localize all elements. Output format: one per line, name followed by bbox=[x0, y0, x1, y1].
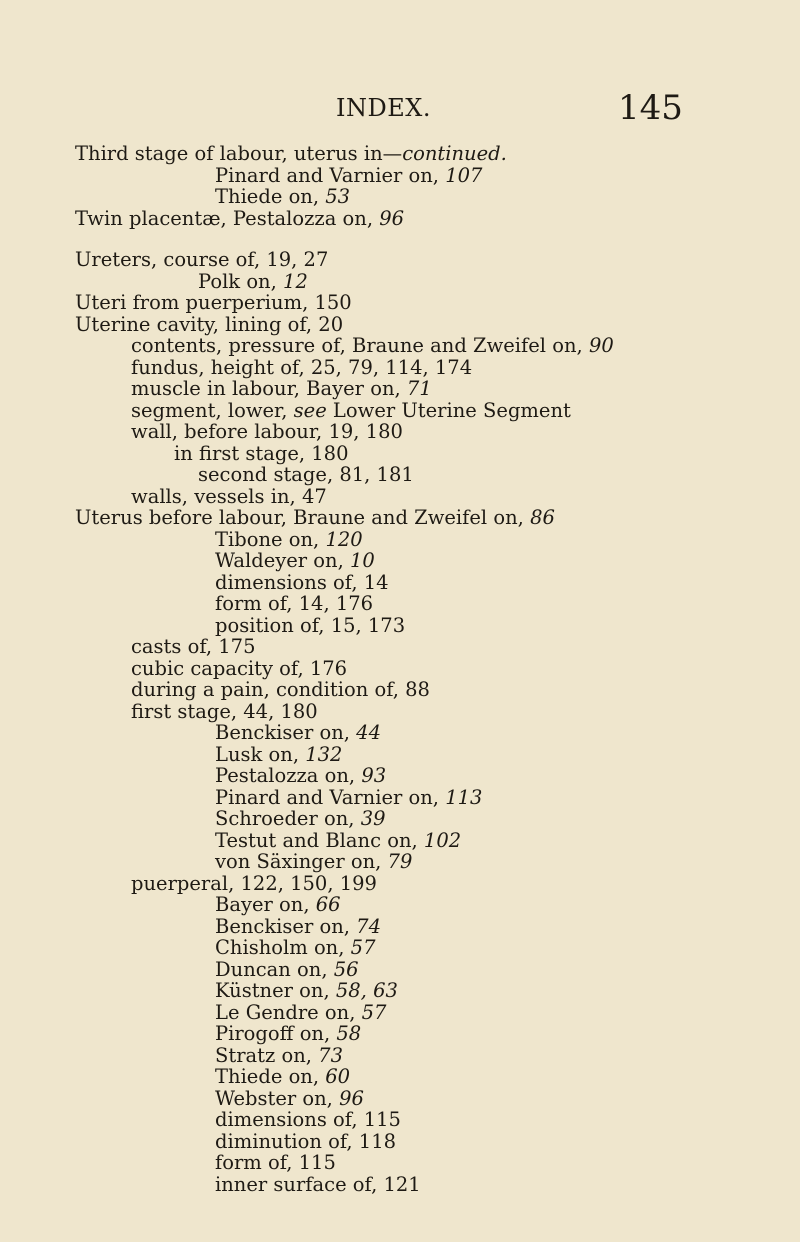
entry-text: Thiede on, bbox=[215, 185, 326, 208]
entry-text: fundus, height of, 25, 79, 114, 174 bbox=[131, 355, 473, 379]
page-reference: 132 bbox=[305, 742, 343, 766]
index-entry bbox=[0, 186, 800, 208]
index-entry bbox=[0, 400, 800, 422]
page-reference: 56 bbox=[333, 957, 359, 981]
entry-text: Webster on, bbox=[215, 1086, 340, 1110]
index-entry bbox=[0, 507, 800, 529]
index-entry bbox=[0, 765, 800, 787]
entry-text: puerperal, 122, 150, 199 bbox=[131, 871, 377, 895]
entry-text: Chisholm on, bbox=[215, 936, 351, 959]
entry-text: Waldeyer on, bbox=[215, 549, 351, 572]
entry-text: diminution of, 118 bbox=[215, 1129, 397, 1153]
entry-text: form of, 14, 176 bbox=[215, 592, 374, 615]
cross-reference-target: Lower Uterine Segment bbox=[326, 398, 571, 422]
entry-text: Duncan on, bbox=[215, 957, 334, 981]
index-entry bbox=[0, 1002, 800, 1024]
entry-text: cubic capacity of, 176 bbox=[131, 656, 348, 680]
entry-text: Tibone on, bbox=[215, 527, 326, 551]
entry-text: Pinard and Varnier on, bbox=[215, 785, 446, 809]
index-entry bbox=[0, 271, 800, 293]
entry-text: Ureters, course of, 19, 27 bbox=[75, 248, 329, 271]
index-entry bbox=[0, 873, 800, 895]
page-reference: 44 bbox=[356, 721, 381, 744]
entry-text: wall, before labour, 19, 180 bbox=[131, 420, 403, 443]
entry-text: contents, pressure of, Braune and Zweifel on, bbox=[131, 334, 589, 357]
index-entry bbox=[0, 980, 800, 1002]
page-reference: 96 bbox=[339, 1086, 364, 1110]
page-reference: 12 bbox=[283, 269, 308, 293]
index-entry bbox=[0, 658, 800, 680]
index-entry bbox=[0, 143, 800, 165]
index-entry bbox=[0, 1109, 800, 1131]
entry-text: Benckiser on, bbox=[215, 914, 357, 938]
entry-text: dimensions of, 14 bbox=[215, 570, 389, 594]
index-entry bbox=[0, 722, 800, 744]
page-reference: 96 bbox=[379, 206, 405, 230]
entry-text: Benckiser on, bbox=[215, 721, 357, 744]
index-entry bbox=[0, 443, 800, 465]
entry-text: von Säxinger on, bbox=[215, 850, 388, 873]
index-entry bbox=[0, 357, 800, 379]
page-reference: 74 bbox=[356, 914, 381, 938]
page-reference: 86 bbox=[530, 506, 555, 529]
page-number: 145 bbox=[618, 88, 683, 128]
entry-text: Pinard and Varnier on, bbox=[215, 163, 446, 187]
entry-text: Lusk on, bbox=[215, 742, 306, 766]
page-reference: 58, 63 bbox=[335, 979, 398, 1002]
page-reference: 120 bbox=[325, 527, 363, 551]
index-entry bbox=[0, 808, 800, 830]
entry-text: segment, lower, bbox=[131, 398, 294, 422]
entry-text: Pirogoff on, bbox=[215, 1022, 337, 1045]
index-entry bbox=[0, 1152, 800, 1174]
page-reference: 57 bbox=[361, 1000, 387, 1024]
index-entry bbox=[0, 529, 800, 551]
index-entry bbox=[0, 292, 800, 314]
entry-text: Testut and Blanc on, bbox=[215, 828, 424, 852]
entry-text: form of, 115 bbox=[215, 1151, 336, 1174]
entry-text: during a pain, condition of, 88 bbox=[131, 678, 430, 701]
entry-text: Pestalozza on, bbox=[215, 764, 362, 787]
index-entry bbox=[0, 959, 800, 981]
index-entry bbox=[0, 1066, 800, 1088]
page-reference: 90 bbox=[588, 334, 614, 357]
index-entry bbox=[0, 615, 800, 637]
index-entry bbox=[0, 916, 800, 938]
entry-text: muscle in labour, Bayer on, bbox=[131, 377, 407, 400]
see-reference: see bbox=[293, 398, 327, 422]
page-reference: 39 bbox=[360, 807, 386, 830]
index-entry bbox=[0, 894, 800, 916]
entry-text: first stage, 44, 180 bbox=[131, 699, 318, 723]
index-entry bbox=[0, 464, 800, 486]
index-entry bbox=[0, 851, 800, 873]
entry-text: walls, vessels in, 47 bbox=[131, 484, 327, 508]
index-entry bbox=[0, 1088, 800, 1110]
index-entry bbox=[0, 421, 800, 443]
page-reference: 93 bbox=[361, 764, 387, 787]
index-entry bbox=[0, 165, 800, 187]
entry-text: Schroeder on, bbox=[215, 807, 361, 830]
page-reference: 107 bbox=[445, 163, 483, 187]
index-entries bbox=[0, 143, 800, 1195]
entry-text: Third stage of labour, uterus in— bbox=[75, 142, 403, 165]
index-entry bbox=[0, 378, 800, 400]
entry-text: Bayer on, bbox=[215, 893, 316, 916]
index-entry bbox=[0, 787, 800, 809]
page-reference: continued. bbox=[402, 142, 507, 165]
page-reference: 113 bbox=[445, 785, 483, 809]
entry-text: position of, 15, 173 bbox=[215, 613, 406, 637]
entry-text: Küstner on, bbox=[215, 979, 336, 1002]
index-entry bbox=[0, 1174, 800, 1196]
page-reference: 57 bbox=[350, 936, 376, 959]
entry-text: casts of, 175 bbox=[131, 635, 256, 658]
index-entry bbox=[0, 208, 800, 230]
index-entry bbox=[0, 1023, 800, 1045]
index-entry bbox=[0, 486, 800, 508]
page-reference: 53 bbox=[325, 185, 351, 208]
page-reference: 60 bbox=[325, 1065, 351, 1088]
index-entry bbox=[0, 335, 800, 357]
index-entry bbox=[0, 937, 800, 959]
entry-text: Polk on, bbox=[198, 269, 284, 293]
index-entry bbox=[0, 744, 800, 766]
index-entry bbox=[0, 636, 800, 658]
index-entry bbox=[0, 701, 800, 723]
page-reference: 102 bbox=[423, 828, 462, 852]
entry-text: Thiede on, bbox=[215, 1065, 326, 1088]
page-reference: 79 bbox=[387, 850, 413, 873]
index-entry bbox=[0, 679, 800, 701]
index-entry bbox=[0, 1131, 800, 1153]
index-entry bbox=[0, 593, 800, 615]
index-entry bbox=[0, 1045, 800, 1067]
entry-text: Uteri from puerperium, 150 bbox=[75, 291, 352, 314]
entry-text: Le Gendre on, bbox=[215, 1000, 362, 1024]
entry-text: Twin placentæ, Pestalozza on, bbox=[75, 206, 380, 230]
index-entry bbox=[0, 550, 800, 572]
entry-text: Stratz on, bbox=[215, 1043, 319, 1067]
entry-text: Uterus before labour, Braune and Zweifel on, bbox=[75, 506, 531, 529]
page-reference: 73 bbox=[318, 1043, 343, 1067]
index-entry bbox=[0, 830, 800, 852]
entry-text: inner surface of, 121 bbox=[215, 1172, 421, 1196]
index-entry bbox=[0, 314, 800, 336]
page-reference: 66 bbox=[315, 893, 341, 916]
page-reference: 71 bbox=[406, 377, 432, 400]
entry-text: dimensions of, 115 bbox=[215, 1108, 401, 1131]
index-entry bbox=[0, 572, 800, 594]
page-reference: 58 bbox=[336, 1022, 362, 1045]
running-header-title: INDEX. bbox=[336, 94, 431, 122]
entry-text: second stage, 81, 181 bbox=[198, 463, 414, 486]
entry-text: Uterine cavity, lining of, 20 bbox=[75, 312, 344, 336]
index-entry bbox=[0, 249, 800, 271]
page-reference: 10 bbox=[350, 549, 375, 572]
entry-text: in first stage, 180 bbox=[174, 441, 349, 465]
